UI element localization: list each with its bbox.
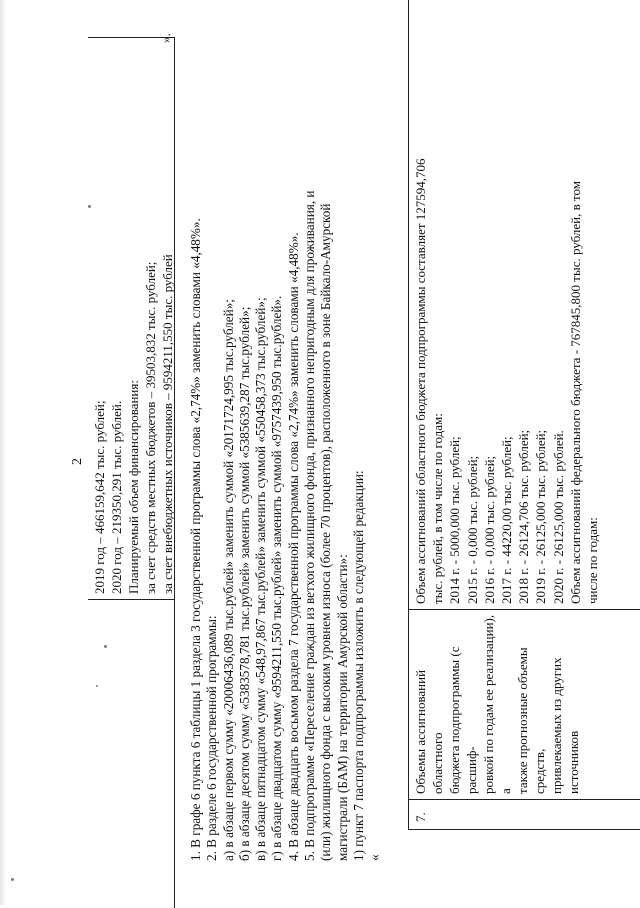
amendment-paragraph: магистрали (БАМ) на территории Амурской области»: <box>334 554 350 861</box>
row-label <box>412 614 582 794</box>
page-number: 2 <box>70 458 85 465</box>
row-value-line: Объем ассигнований областного бюджета подпрограммы составляет 127594,706 <box>413 158 428 604</box>
row-label-line: привлекаемых из других источников <box>549 657 581 794</box>
table-column-divider <box>409 799 640 800</box>
financing-line: 2019 год – 466159,642 тыс. рублей; <box>92 400 107 594</box>
table-column-divider <box>409 609 640 610</box>
amendment-paragraph: б) в абзаце десятом сумму «5383578,781 тыс.рублей» заменить суммой «5385639,287 тыс.рублей»; <box>236 306 252 861</box>
row-value-line: 2018 г. - 26124,706 тыс. рублей; <box>516 429 532 604</box>
amendment-paragraph: в) в абзаце пятнадцатом сумму «548,97,867 тыс.рублей» заменить суммой «550458,373 тыс.рублей»; <box>253 297 269 861</box>
row-value-line: 2017 г. - 44220,00 тыс. рублей; <box>499 436 515 604</box>
financing-line: Планируемый объем финансирования: <box>126 380 141 594</box>
row-label-line: Объемы ассигнований областного <box>413 669 445 794</box>
row-label-line: бюджета подпрограммы (с расшиф- <box>447 646 479 794</box>
amendment-paragraph: (или) жилищного фонда с высоким уровнем износа (более 70 процентов), расположенного в зоне Байкало-Амурской <box>318 203 334 861</box>
amendment-paragraph: 1) пункт 7 паспорта подпрограммы изложить в следующей редакции: <box>350 470 366 861</box>
amendment-paragraph: 2. В разделе 6 государственной программы: <box>204 615 220 861</box>
row-label-line: ровкой по годам ее реализации), а <box>481 614 513 794</box>
financing-table-fragment <box>88 37 175 908</box>
row-value-line: числе по годам: <box>585 517 601 604</box>
row-value <box>412 4 601 604</box>
row-value-line: 2016 г. - 0,000 тыс. рублей; <box>481 455 497 604</box>
row-value-line: 2015 г. - 0,000 тыс. рублей; <box>464 455 480 604</box>
table-column-divider <box>88 599 174 600</box>
financing-line: за счет средств местных бюджетов – 39503,832 тыс. рублей; <box>143 261 158 594</box>
row-value-line: тыс. рублей, в том числе по годам: <box>430 413 446 604</box>
amendment-text <box>188 26 384 861</box>
opening-quote: « <box>367 854 383 861</box>
closing-quote: ». <box>158 30 173 43</box>
row-value-line: 2020 г. - 26125,000 тыс. рублей. <box>550 430 566 604</box>
table-border-left <box>409 829 640 830</box>
amendment-paragraph: а) в абзаце первом сумму «20006436,089 тыс.рублей» заменить суммой «20171724,995 тыс.рублей»; <box>220 299 236 861</box>
row-value-line: 2019 г. - 26125,000 тыс. рублей; <box>533 429 549 604</box>
amendment-paragraph: 5. В подпрограмме «Переселение граждан из ветхого жилищного фонда, признанного непригодным для проживания, и <box>302 190 318 861</box>
financing-line: за счет внебюджетных источников – 9594211,550 тыс. рублей <box>160 254 175 594</box>
financing-cell <box>91 44 176 594</box>
row-label-line: также прогнозные объемы средств, <box>515 647 547 794</box>
row-value-line: Объем ассигнований федерального бюджета - 767845,800 тыс. рублей, в том <box>567 180 583 604</box>
financing-line: 2020 год – 219350,291 тыс. рублей. <box>109 400 124 594</box>
amendment-paragraph: 4. В абзаце двадцать восьмом раздела 7 государственной программы слова «2,74%» заменить словами «4,48%». <box>285 232 301 861</box>
amendment-paragraph: 1. В графе 6 пункта 6 таблицы 1 раздела 3 государственной программы слова «2,74%» заменить словами «4,48%». <box>188 218 203 861</box>
amendment-paragraph: г) в абзаце двадцатом сумму «9594211,550 тыс.рублей» заменить суммой «9757439,950 тыс.рублей». <box>269 295 285 861</box>
row-value-line: 2014 г. - 5000,000 тыс. рублей; <box>447 436 463 604</box>
passport-table <box>408 0 640 830</box>
row-number: 7. <box>413 812 428 822</box>
